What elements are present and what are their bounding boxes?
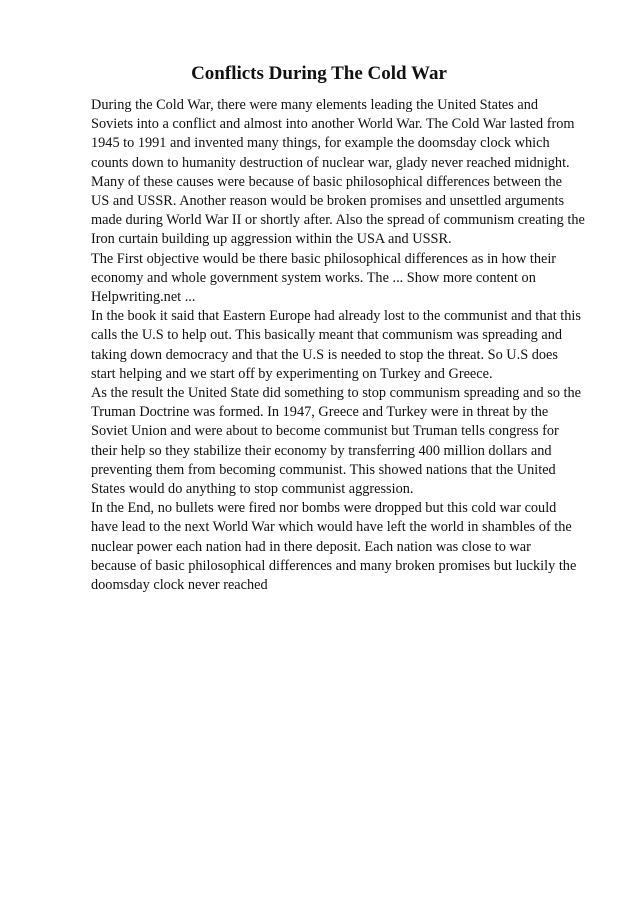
text-line: As the result the United State did something to stop communism spreading and so the	[91, 385, 582, 402]
text-line: calls the U.S to help out. This basically meant that communism was spreading and	[91, 327, 563, 344]
document-title: Conflicts During The Cold War	[191, 63, 447, 84]
text-line: In the book it said that Eastern Europe had already lost to the communist and that this	[91, 308, 581, 325]
text-line: taking down democracy and that the U.S is needed to stop the threat. So U.S does	[91, 346, 558, 363]
text-line: The First objective would be there basic philosophical differences as in how their	[91, 250, 557, 267]
document-body	[91, 96, 611, 595]
text-line: States would do anything to stop communist aggression.	[91, 481, 414, 498]
text-line: 1945 to 1991 and invented many things, for example the doomsday clock which	[91, 135, 550, 152]
text-line: In the End, no bullets were fired nor bombs were dropped but this cold war could	[91, 500, 557, 517]
text-line: Soviet Union and were about to become communist but Truman tells congress for	[91, 423, 559, 440]
text-line: made during World War II or shortly after. Also the spread of communism creating the	[91, 212, 585, 229]
text-line: doomsday clock never reached	[91, 577, 268, 594]
text-line: Helpwriting.net ...	[91, 289, 196, 306]
text-line: preventing them from becoming communist. This showed nations that the United	[91, 461, 556, 478]
text-line: Iron curtain building up aggression within the USA and USSR.	[91, 231, 452, 248]
text-line: nuclear power each nation had in there deposit. Each nation was close to war	[91, 538, 531, 555]
text-line: During the Cold War, there were many elements leading the United States and	[91, 97, 539, 113]
text-line: US and USSR. Another reason would be broken promises and unsettled arguments	[91, 193, 565, 210]
text-line: economy and whole government system works. The ... Show more content on	[91, 269, 536, 286]
text-line: have lead to the next World War which would have left the world in shambles of the	[91, 519, 572, 536]
text-line: counts down to humanity destruction of nuclear war, glady never reached midnight.	[91, 154, 570, 171]
text-line: Many of these causes were because of basic philosophical differences between the	[91, 173, 562, 190]
text-line: Soviets into a conflict and almost into another World War. The Cold War lasted from	[91, 116, 575, 133]
text-line: their help so they stabilize their economy by transferring 400 million dollars and	[91, 442, 552, 459]
text-line: start helping and we start off by experimenting on Turkey and Greece.	[91, 365, 493, 382]
text-line: Truman Doctrine was formed. In 1947, Greece and Turkey were in threat by the	[91, 404, 549, 421]
text-line: because of basic philosophical differences and many broken promises but luckily the	[91, 557, 577, 574]
